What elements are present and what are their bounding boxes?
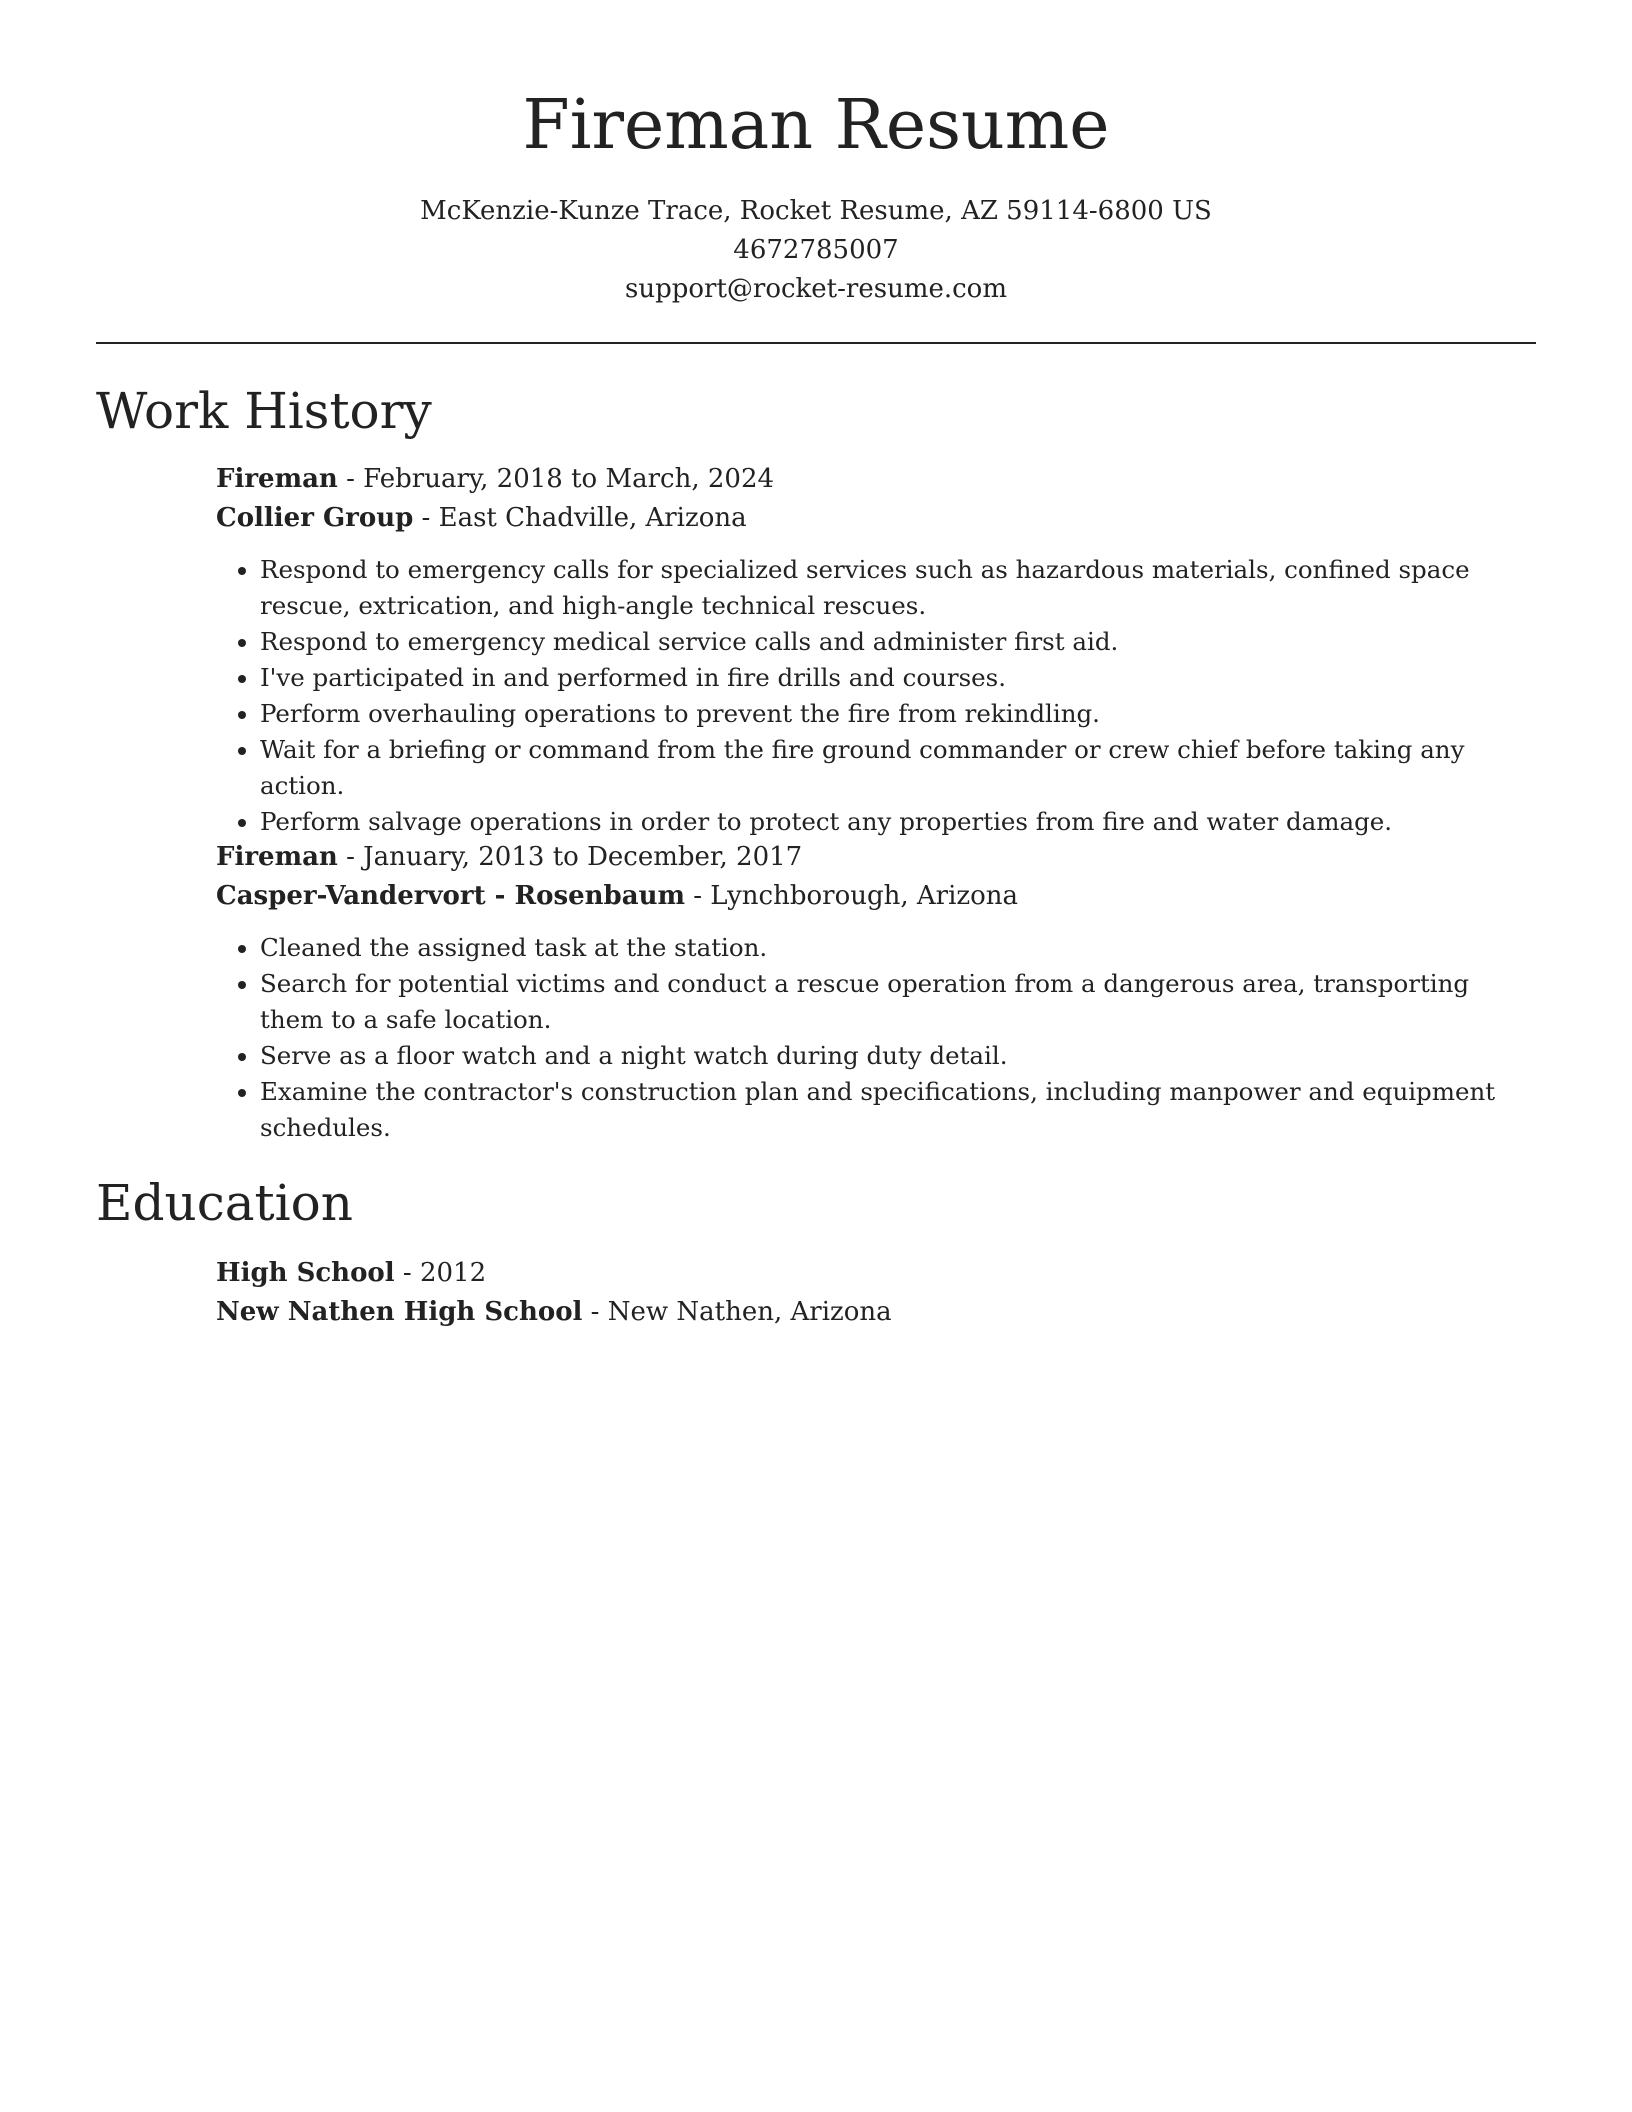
job-title-line — [216, 838, 1536, 877]
header-divider — [96, 342, 1536, 344]
job-company-line — [216, 877, 1536, 916]
list-item: • Respond to emergency medical service calls and administer first aid. — [260, 624, 1536, 660]
job-duties-list — [216, 552, 1536, 840]
education-year: - 2012 — [394, 1258, 487, 1288]
job-entry-2 — [216, 838, 1536, 1146]
education-school: New Nathen High School — [216, 1297, 583, 1327]
resume-title: Fireman Resume — [522, 86, 1110, 165]
job-dates: - January, 2013 to December, 2017 — [337, 842, 803, 872]
list-item: • Wait for a briefing or command from the fire ground commander or crew chief before taking any action. — [260, 732, 1536, 804]
list-item: • I've participated in and performed in fire drills and courses. — [260, 660, 1536, 696]
job-location: - Lynchborough, Arizona — [684, 881, 1019, 911]
job-company: Collier Group — [216, 503, 414, 533]
list-item: • Perform salvage operations in order to protect any properties from fire and water damage. — [260, 804, 1536, 840]
job-company: Casper-Vandervort - Rosenbaum — [216, 881, 685, 911]
contact-phone: 4672785007 — [733, 235, 899, 265]
list-item: • Respond to emergency calls for specialized services such as hazardous materials, confined space rescue, extrication, and high-angle technical rescues. — [260, 552, 1536, 624]
resume-header — [96, 84, 1536, 309]
education-entry-1 — [216, 1254, 1536, 1332]
job-role: Fireman — [216, 842, 338, 872]
job-dates: - February, 2018 to March, 2024 — [337, 464, 775, 494]
list-item: • Search for potential victims and conduct a rescue operation from a dangerous area, transporting them to a safe location. — [260, 966, 1536, 1038]
list-item: • Perform overhauling operations to prevent the fire from rekindling. — [260, 696, 1536, 732]
education-school-line — [216, 1293, 1536, 1332]
education-location: - New Nathen, Arizona — [582, 1297, 892, 1327]
contact-email: support@rocket-resume.com — [624, 274, 1007, 304]
job-title-line — [216, 460, 1536, 499]
job-role: Fireman — [216, 464, 338, 494]
job-company-line — [216, 499, 1536, 538]
education-heading: Education — [96, 1174, 353, 1232]
education-degree: High School — [216, 1258, 395, 1288]
contact-address: McKenzie-Kunze Trace, Rocket Resume, AZ 59114-6800 US — [420, 196, 1212, 226]
job-duties-list — [216, 930, 1536, 1146]
education-degree-line — [216, 1254, 1536, 1293]
work-history-heading: Work History — [96, 382, 432, 440]
list-item: • Cleaned the assigned task at the station. — [260, 930, 1536, 966]
job-location: - East Chadville, Arizona — [413, 503, 747, 533]
job-entry-1 — [216, 460, 1536, 840]
list-item: • Examine the contractor's construction plan and specifications, including manpower and equipment schedules. — [260, 1074, 1536, 1146]
contact-info — [96, 192, 1536, 309]
list-item: • Serve as a floor watch and a night watch during duty detail. — [260, 1038, 1536, 1074]
